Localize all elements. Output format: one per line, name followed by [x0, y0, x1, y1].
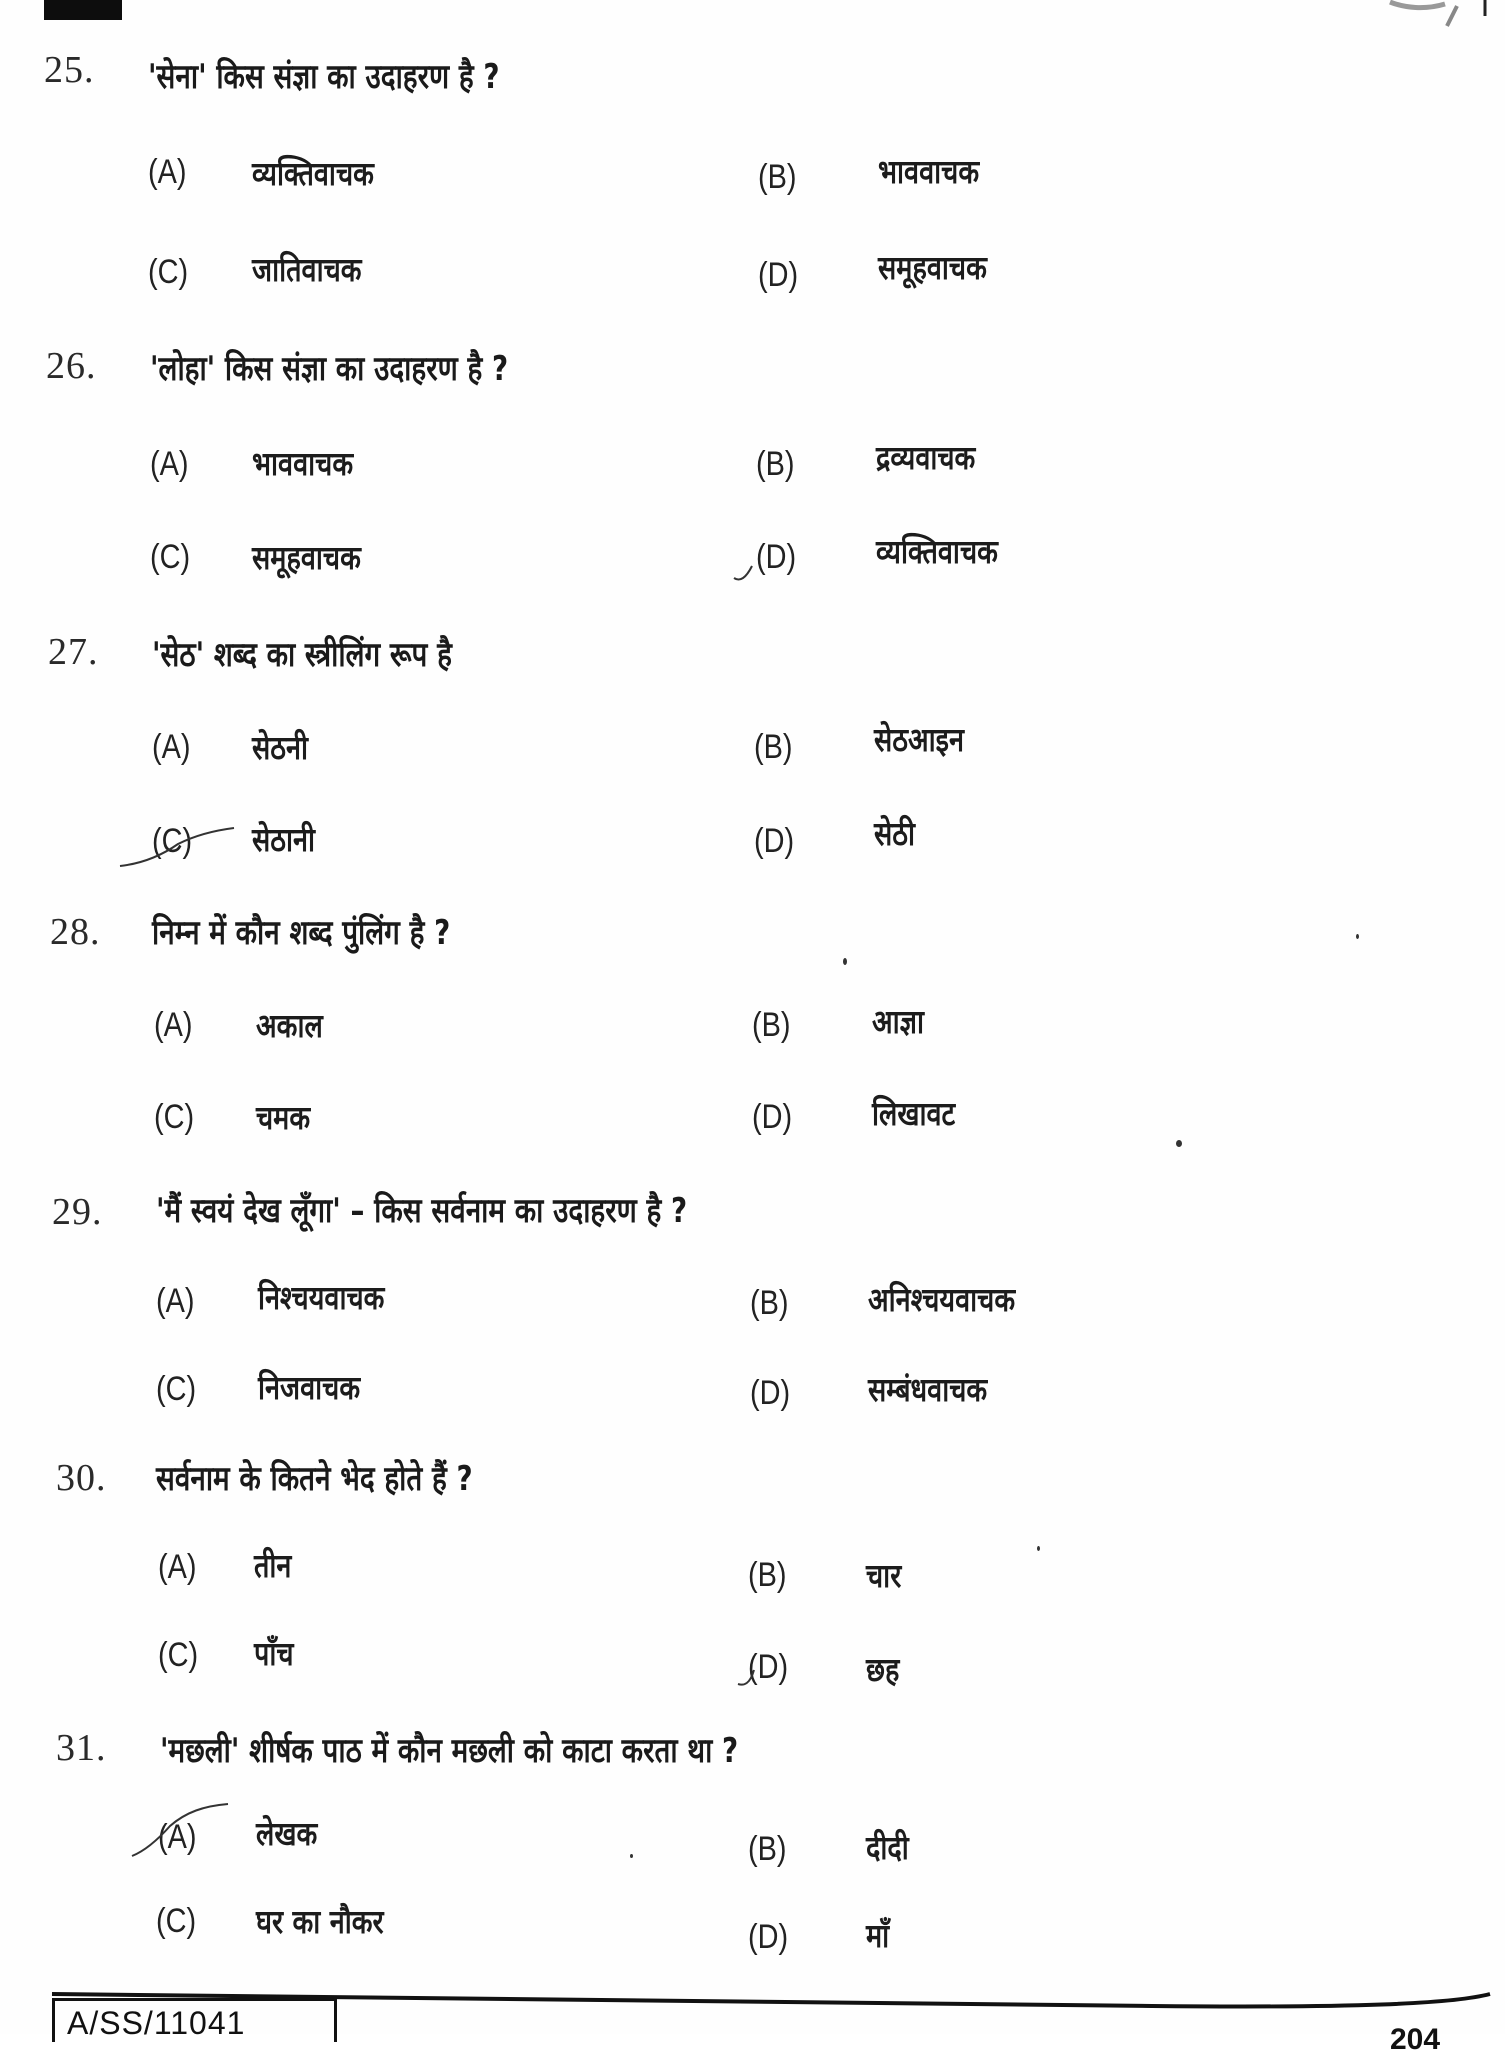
option-label-b: (B) [748, 1830, 787, 1868]
option-label-c: (C) [158, 1636, 199, 1674]
question-text: निम्न में कौन शब्द पुंलिंग है ? [152, 913, 451, 953]
option-text-d: सम्बंधवाचक [868, 1370, 988, 1409]
option-label-b: (B) [758, 158, 797, 196]
option-label-c: (C) [156, 1370, 197, 1408]
option-text-c: चमक [256, 1098, 311, 1137]
question-number: 25. [44, 49, 95, 91]
option-label-d: (D) [758, 256, 799, 294]
scan-speck [630, 1854, 633, 1858]
option-label-c: (C) [150, 538, 191, 576]
option-text-a: सेठनी [252, 728, 309, 767]
option-text-c: समूहवाचक [252, 538, 361, 577]
handwritten-scribble-icon [1385, 0, 1495, 30]
question-text: 'सेठ' शब्द का स्त्रीलिंग रूप है [152, 635, 452, 675]
option-label-c: (C) [152, 822, 193, 860]
option-label-a: (A) [156, 1282, 195, 1320]
option-text-a: अकाल [256, 1006, 323, 1045]
option-text-a: तीन [254, 1546, 292, 1585]
scan-speck [1356, 934, 1359, 939]
option-label-b: (B) [752, 1006, 791, 1044]
option-label-a: (A) [158, 1548, 197, 1586]
option-label-d: (D) [756, 538, 797, 576]
option-label-d: (D) [748, 1648, 789, 1686]
option-text-d: सेठी [874, 814, 916, 853]
question-number: 28. [50, 911, 101, 953]
option-text-b: चार [866, 1556, 902, 1595]
option-text-c: निजवाचक [258, 1368, 361, 1407]
question-text: 'सेना' किस संज्ञा का उदाहरण है ? [148, 57, 500, 97]
question-text: 'लोहा' किस संज्ञा का उदाहरण है ? [150, 349, 509, 389]
option-label-c: (C) [148, 253, 189, 291]
option-label-a: (A) [158, 1818, 197, 1856]
option-label-a: (A) [148, 153, 187, 191]
option-label-d: (D) [754, 822, 795, 860]
option-text-a: व्यक्तिवाचक [252, 154, 374, 193]
option-label-b: (B) [754, 728, 793, 766]
option-text-b: अनिश्चयवाचक [868, 1280, 1016, 1319]
question-number: 29. [52, 1191, 103, 1233]
question-number: 31. [56, 1727, 107, 1769]
option-label-a: (A) [154, 1006, 193, 1044]
question-number: 27. [48, 631, 99, 673]
scan-speck [1037, 1546, 1040, 1551]
option-text-c: पाँच [254, 1634, 294, 1673]
option-text-b: सेठआइन [874, 720, 964, 759]
option-text-b: भाववाचक [878, 152, 980, 191]
paper-code: A/SS/11041 [52, 1998, 337, 2042]
question-number: 26. [46, 345, 97, 387]
option-text-a: लेखक [256, 1814, 318, 1853]
option-label-a: (A) [152, 728, 191, 766]
option-label-b: (B) [756, 445, 795, 483]
option-text-a: भाववाचक [252, 444, 354, 483]
option-text-d: व्यक्तिवाचक [876, 532, 998, 571]
option-label-c: (C) [156, 1902, 197, 1940]
option-label-d: (D) [748, 1918, 789, 1956]
option-label-d: (D) [752, 1098, 793, 1136]
page-number: 204 [1390, 2023, 1441, 2056]
option-text-b: आज्ञा [872, 1002, 925, 1041]
option-label-d: (D) [750, 1374, 791, 1412]
option-text-c: जातिवाचक [252, 250, 362, 289]
option-text-d: माँ [866, 1916, 890, 1955]
question-text: 'मैं स्वयं देख लूँगा' – किस सर्वनाम का उदाहरण है ? [156, 1191, 688, 1231]
option-label-b: (B) [750, 1284, 789, 1322]
question-number: 30. [56, 1457, 107, 1499]
option-label-a: (A) [150, 445, 189, 483]
option-text-a: निश्चयवाचक [258, 1278, 385, 1317]
question-text: 'मछली' शीर्षक पाठ में कौन मछली को काटा करता था ? [160, 1731, 739, 1771]
option-text-d: समूहवाचक [878, 248, 987, 287]
question-text: सर्वनाम के कितने भेद होते हैं ? [156, 1459, 473, 1499]
scan-speck [1176, 1140, 1182, 1147]
option-text-d: छह [866, 1650, 900, 1689]
option-text-b: दीदी [866, 1828, 909, 1867]
scan-speck [843, 958, 847, 965]
option-text-c: घर का नौकर [256, 1902, 384, 1941]
option-label-b: (B) [748, 1556, 787, 1594]
option-text-b: द्रव्यवाचक [876, 438, 976, 477]
option-label-c: (C) [154, 1098, 195, 1136]
page-corner-block [44, 0, 122, 20]
option-text-c: सेठानी [252, 820, 316, 859]
option-text-d: लिखावट [872, 1094, 956, 1133]
